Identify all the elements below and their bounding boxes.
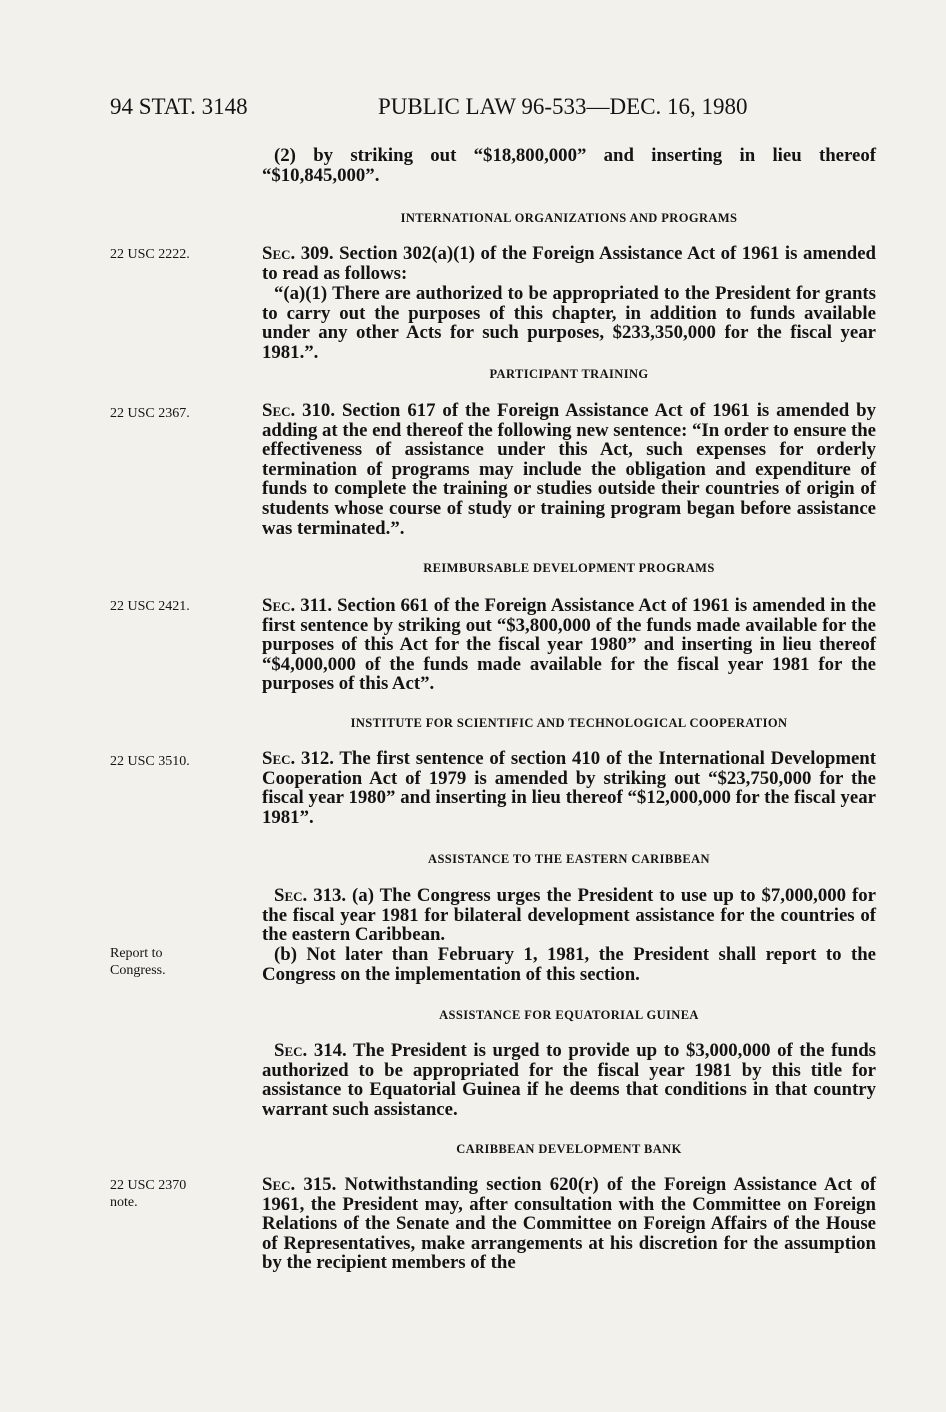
heading-international-organizations: INTERNATIONAL ORGANIZATIONS AND PROGRAMS: [400, 211, 738, 225]
section-315-text: 315. Notwithstanding section 620(r) of the Foreign Assistance Act of 1961, the President may, after consultation with the Committee on Foreign Relations of the Senate and the Committee on Foreign Affairs of the House of Representatives, make arrangements at his discretion for the assumption by the recipient members of the: [262, 1174, 876, 1274]
paragraph-2-amendment: (2) by striking out “$18,800,000” and inserting in lieu thereof “$10,845,000”.: [262, 145, 876, 186]
heading-equatorial-guinea: ASSISTANCE FOR EQUATORIAL GUINEA: [439, 1008, 699, 1022]
margin-note-22-usc-2421: 22 USC 2421.: [110, 599, 190, 614]
section-310-text: 310. Section 617 of the Foreign Assistance Act of 1961 is amended by adding at the end thereof the following new sentence: “In order to ensure the effectiveness of assistance under this Act, such expenses for orderly termination of programs may include the obligation and expenditure of funds to complete the training or studies outside their countries of origin of students whose course of study or training program began before assistance was terminated.”.: [262, 400, 877, 539]
section-309-quoted-text: “(a)(1) There are authorized to be appropriated to the President for grants to carry out the purposes of this chapter, in addition to funds available under any other Acts for such purposes, $233,350,000 for the fiscal year 1981.”.: [262, 283, 876, 363]
section-314-text: 314. The President is urged to provide up to $3,000,000 of the funds authorized to be appropriated for the fiscal year 1981 by this title for assistance to Equatorial Guinea if he deems that conditions in that country warrant such assistance.: [262, 1040, 876, 1120]
section-311: [262, 596, 876, 694]
public-law-title: PUBLIC LAW 96-533—DEC. 16, 1980: [378, 94, 748, 119]
section-label: Sec.: [262, 243, 296, 264]
section-label: Sec.: [262, 595, 296, 616]
section-310: [262, 401, 876, 538]
page-header: [110, 94, 870, 124]
heading-caribbean-development-bank: CARIBBEAN DEVELOPMENT BANK: [456, 1142, 682, 1156]
section-312: [262, 749, 876, 827]
section-315: [262, 1175, 876, 1273]
section-label: Sec.: [274, 1040, 308, 1061]
section-309-text: 309. Section 302(a)(1) of the Foreign Assistance Act of 1961 is amended to read as follows:: [262, 243, 876, 284]
margin-note-report-to-congress: Report to Congress.: [110, 946, 166, 978]
margin-note-22-usc-2370-note: 22 USC 2370 note.: [110, 1178, 187, 1210]
statute-page-number: 94 STAT. 3148: [110, 94, 248, 119]
section-314: [262, 1041, 876, 1119]
section-label: Sec.: [262, 748, 296, 769]
section-313-a-text: 313. (a) The Congress urges the President to use up to $7,000,000 for the fiscal year 1981 for bilateral development assistance for the countries of the eastern Caribbean.: [262, 885, 876, 946]
section-312-text: 312. The first sentence of section 410 of the International Development Cooperation Act of 1979 is amended by striking out “$23,750,000 for the fiscal year 1980” and inserting in lieu thereof “$12,000,000 for the fiscal year 1981”.: [262, 748, 876, 828]
margin-note-22-usc-2222: 22 USC 2222.: [110, 247, 190, 262]
section-label: Sec.: [262, 1174, 296, 1195]
section-309: [262, 244, 876, 283]
section-313-b: (b) Not later than February 1, 1981, the President shall report to the Congress on the implementation of this section.: [262, 944, 876, 985]
margin-note-22-usc-3510: 22 USC 3510.: [110, 754, 190, 769]
heading-reimbursable-development: REIMBURSABLE DEVELOPMENT PROGRAMS: [423, 561, 715, 575]
section-311-text: 311. Section 661 of the Foreign Assistance Act of 1961 is amended in the first sentence by striking out “$3,800,000 of the funds made available for the purposes of this Act for the fiscal year 1980” and inserting in lieu thereof “$4,000,000 of the funds made available for the fiscal year 1981 for the purposes of this Act”.: [262, 595, 876, 695]
heading-eastern-caribbean: ASSISTANCE TO THE EASTERN CARIBBEAN: [428, 852, 710, 866]
section-label: Sec.: [262, 400, 296, 421]
heading-institute-scientific-cooperation: INSTITUTE FOR SCIENTIFIC AND TECHNOLOGICAL COOPERATION: [350, 716, 788, 730]
section-313-a: [262, 886, 876, 945]
heading-participant-training: PARTICIPANT TRAINING: [489, 367, 649, 381]
section-label: Sec.: [274, 885, 308, 906]
margin-note-22-usc-2367: 22 USC 2367.: [110, 406, 190, 421]
